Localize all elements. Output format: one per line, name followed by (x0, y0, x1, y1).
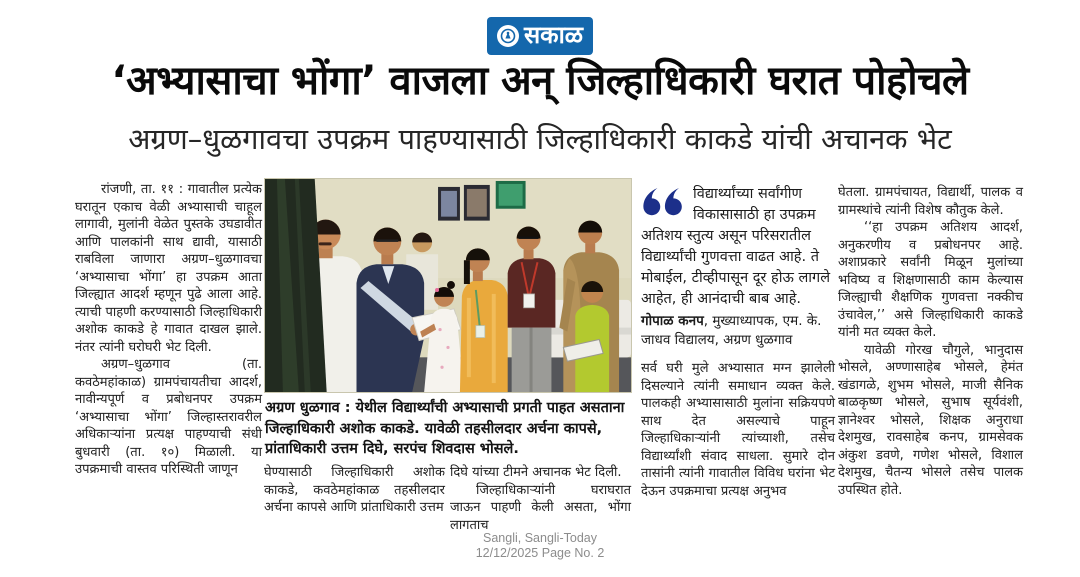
column3-paragraph-2: जिल्हाधिकाऱ्यांनी घराघरात जाऊन पाहणी केली असता, भोंगा लागताच (450, 482, 631, 533)
column3-paragraph-1: दिघे यांच्या टीमने अचानक भेट दिली. (450, 465, 622, 480)
masthead-title: सकाळ (523, 20, 584, 49)
news-photo-illustration (265, 179, 631, 392)
article-column-1 (75, 181, 262, 479)
page-credit (0, 531, 1080, 561)
column1-paragraph-1: रांजणी, ता. ११ : गावातील प्रत्येक घरातून एकाच वेळी अभ्यासाची चाहूल लागावी, मुलांनी वेळेत पुस्तके उघडावीत आणि पालकांनी साथ द्यावी, यासाठी राबविला जाणारा अग्रण–धुळगावचा ‘अभ्यासाचा भोंगा’ हा उपक्रम आता जिल्ह्यात आदर्श म्हणून पुढे आला आहे. त्याची पाहणी करण्यासाठी जिल्हाधिकारी अशोक काकडे हे गावात दाखल झाले. नंतर त्यांनी घरोघरी भेट दिली. (75, 182, 262, 355)
column5-paragraph-1: घेतला. ग्रामपंचायत, विद्यार्थी, पालक व ग्रामस्थांचे त्यांनी विशेष कौतुक केले. (838, 185, 1023, 218)
main-headline: ‘अभ्यासाचा भोंगा’ वाजला अन् जिल्हाधिकारी घरात पोहोचले (111, 58, 969, 104)
column5-paragraph-3: यावेळी गोरख चौगुले, भानुदास भोसले, अण्णासाहेब भोसले, हेमंत खंडागळे, शुभम भोसले, माजी सैनिक बाळकृष्ण भोसले, सुभाष सूर्यवंशी, ज्ञानेश्वर भोसले, शिक्षक अनुराधा देशमुख, रावसाहेब कनप, ग्रामसेवक अंकुश डवणे, गणेश भोसले, विशाल देशमुख, चैतन्य भोसले तसेच पालक उपस्थित होते. (838, 342, 1023, 498)
quote-text: विद्यार्थ्यांच्या सर्वांगीण विकासासाठी हा उपक्रम अतिशय स्तुत्य असून परिसरातील विद्यार्थ्यांची गुणवत्ता वाढत आहे. ते मोबाईल, टीव्हीपासून दूर होऊ लागले आहेत, ही आनंदाची बाब आहे. (641, 186, 831, 307)
column4-paragraph: सर्व घरी मुले अभ्यासात मग्न झालेली दिसल्याने त्यांनी समाधान व्यक्त केले. पालकही अभ्यासासाठी मुलांना सक्रियपणे साथ देत असल्याचे पाहून जिल्हाधिकाऱ्यांनी त्यांच्याशी, तसेच विद्यार्थ्यांशी संवाद साधला. सुमारे दोन तासांनी त्यांनी गावातील विविध घरांना भेट देऊन उपक्रमाचा प्रत्यक्ष अनुभव (641, 361, 835, 499)
quote-attribution-name: गोपाळ कनप (641, 313, 704, 329)
column5-paragraph-2: ‘‘हा उपक्रम अतिशय आदर्श, अनुकरणीय व प्रबोधनपर आहे. अशाप्रकारे सर्वांनी मिळून मुलांच्या भविष्य व शिक्षणासाठी काम केल्यास जिल्ह्याची शैक्षणिक गुणवत्ता नक्कीच उंचावेल,’’ असे जिल्हाधिकारी काकडे यांनी मत व्यक्त केले. (838, 220, 1023, 340)
news-photo (264, 178, 632, 393)
credit-source: Sangli, Sangli-Today (483, 531, 597, 545)
opening-quote-icon (641, 188, 687, 218)
sakal-emblem-icon (497, 25, 519, 47)
credit-date-page: 12/12/2025 Page No. 2 (475, 546, 605, 560)
sakal-masthead-logo (487, 17, 593, 55)
article-column-4 (641, 184, 835, 500)
sub-headline: अग्रण–धुळगावचा उपक्रम पाहण्यासाठी जिल्हाधिकारी काकडे यांची अचानक भेट (128, 122, 952, 156)
article-column-2 (264, 464, 445, 517)
column2-paragraph: घेण्यासाठी जिल्हाधिकारी अशोक काकडे, कवठेमहांकाळ तहसीलदार अर्चना कापसे आणि प्रांताधिकारी उत्तम (264, 465, 445, 515)
quote-attribution (641, 312, 835, 350)
article-column-3 (450, 464, 631, 534)
column1-paragraph-2: अग्रण–धुळगाव (ता. कवठेमहांकाळ) ग्रामपंचायतीचा आदर्श, नावीन्यपूर्ण व प्रबोधनपर उपक्रम ‘अभ्यासाचा भोंगा’ जिल्हास्तरावरील अधिकाऱ्यांना प्रत्यक्ष पाहण्याची संधी बुधवारी (ता. १०) मिळाली. या उपक्रमाची वास्तव परिस्थिती जाणून (75, 357, 262, 477)
article-column-5 (838, 184, 1023, 499)
quote-attribution-role: , मुख्याध्यापक, एम. के. जाधव विद्यालय, अग्रण धुळगाव (641, 313, 822, 348)
photo-caption: अग्रण धुळगाव : येथील विद्यार्थ्यांची अभ्यासाची प्रगती पाहत असताना जिल्हाधिकारी अशोक काकडे. यावेळी तहसीलदार अर्चना कापसे, प्रांताधिकारी उत्तम दिघे, सरपंच शिवदास भोसले. (265, 400, 625, 457)
pull-quote (641, 184, 835, 350)
